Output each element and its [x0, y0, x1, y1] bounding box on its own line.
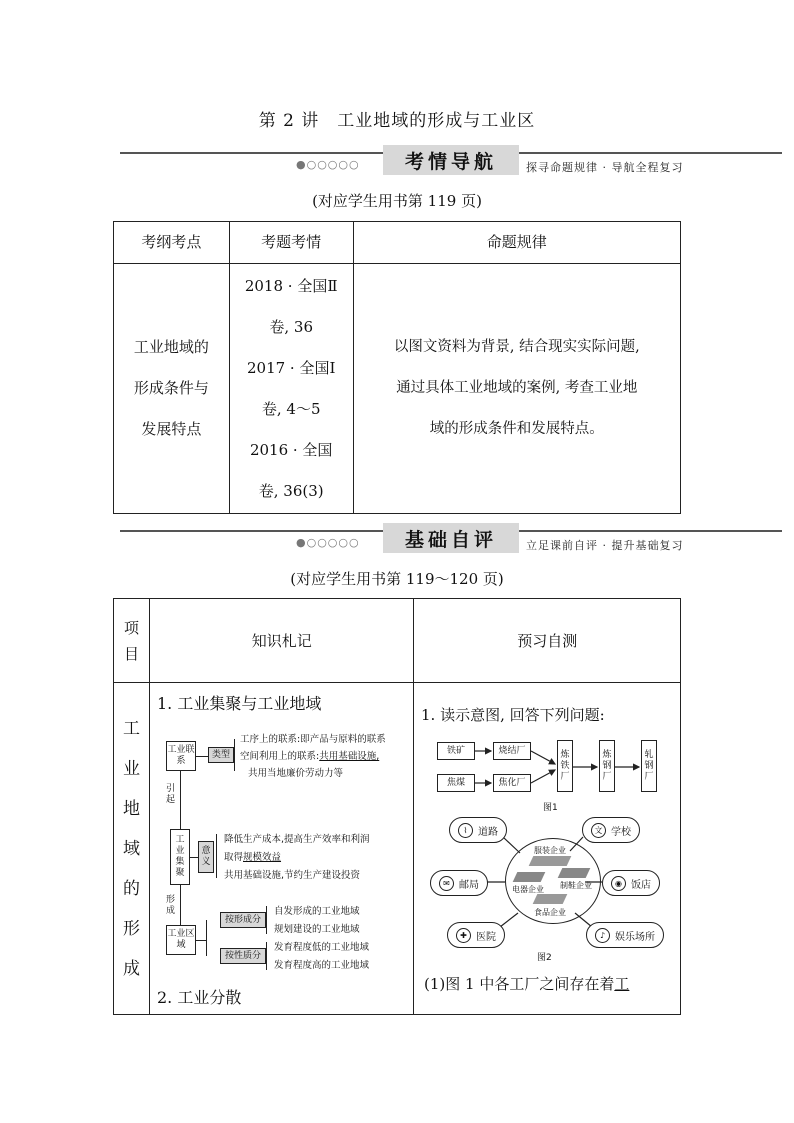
- box-ironworks: 炼铁厂: [557, 740, 573, 792]
- road-icon: ⌇: [458, 823, 473, 838]
- page-reference: (对应学生用书第 119～120 页): [290, 570, 504, 588]
- bracket: [234, 739, 235, 771]
- table-header: 知识札记: [149, 599, 414, 683]
- nature-item: 发育程度高的工业地域: [274, 960, 370, 971]
- type-item: 工序上的联系:即产品与原料的联系: [240, 734, 386, 745]
- box-coking-plant: 焦化厂: [493, 774, 531, 792]
- figure1-arrows: [420, 730, 670, 810]
- meaning-item: 取得规模效益: [224, 852, 282, 863]
- knowledge-heading: 1. 工业集聚与工业地域: [157, 694, 322, 713]
- band-dots: ●○○○○○: [296, 536, 360, 549]
- exam-guide-table: [113, 221, 681, 514]
- item-entertainment: ♪ 娱乐场所: [586, 922, 664, 948]
- post-icon: ✉: [439, 876, 454, 891]
- bracket: [206, 920, 207, 956]
- arrow-label-form: 形成: [166, 895, 176, 916]
- enterprise-label: 服装企业: [534, 846, 566, 855]
- preview-heading: 1. 读示意图, 回答下列问题:: [421, 706, 605, 724]
- section-banner-basic-review: 基础自评: [383, 523, 519, 553]
- hospital-icon: ✚: [456, 928, 471, 943]
- connector: [196, 940, 206, 941]
- page-title: 第 2 讲 工业地域的形成与工业区: [258, 111, 536, 131]
- meaning-item: 共用基础设施,节约生产建设投资: [224, 870, 361, 881]
- nature-item: 发育程度低的工业地域: [274, 942, 370, 953]
- figure2-label: 图2: [537, 953, 552, 963]
- table-header: 预习自测: [414, 599, 681, 683]
- item-post-office: ✉ 邮局: [430, 870, 488, 896]
- entertainment-icon: ♪: [595, 928, 610, 943]
- table-header: 项 目: [114, 599, 150, 683]
- row-label: 工 业 地 域 的 形 成: [114, 683, 150, 1015]
- connector: [196, 756, 208, 757]
- section-banner-exam-guide: 考情导航: [383, 145, 519, 175]
- band-subtitle: 立足课前自评 · 提升基础复习: [526, 539, 684, 552]
- bracket: [266, 942, 267, 970]
- item-hotel: ◉ 饭店: [602, 870, 660, 896]
- band-subtitle: 探寻命题规律 · 导航全程复习: [526, 161, 684, 174]
- table-header: 命题规律: [353, 222, 680, 264]
- box-meaning: 意义: [198, 841, 214, 873]
- arrow-line: [180, 885, 181, 925]
- school-icon: 文: [591, 823, 606, 838]
- preview-question: (1)图 1 中各工厂之间存在着工: [424, 975, 630, 993]
- connector: [190, 857, 198, 858]
- box-by-nature: 按性质分: [220, 948, 266, 964]
- table-header: 考题考情: [229, 222, 353, 264]
- bracket: [266, 906, 267, 934]
- box-industrial-cluster: 工业集聚: [170, 829, 190, 885]
- table-header: 考纲考点: [114, 222, 230, 264]
- box-industrial-link: 工业联系: [166, 741, 196, 771]
- figure1-label: 图1: [543, 803, 558, 813]
- item-school: 文 学校: [582, 817, 640, 843]
- box-type: 类型: [208, 747, 234, 763]
- table-cell-topic: 工业地域的 形成条件与 发展特点: [114, 264, 230, 514]
- table-cell-exams: 2018 · 全国Ⅱ 卷, 36 2017 · 全国Ⅰ 卷, 4～5 2016 · 全国 卷, 36(3): [229, 264, 353, 514]
- enterprise-label: 电器企业: [512, 885, 544, 894]
- form-item: 规划建设的工业地域: [274, 924, 360, 935]
- box-steelworks: 炼钢厂: [599, 740, 615, 792]
- box-iron-ore: 铁矿: [437, 742, 475, 760]
- knowledge-footer: 2. 工业分散: [157, 988, 242, 1007]
- arrow-label-cause: 引起: [166, 784, 176, 805]
- hotel-icon: ◉: [611, 876, 626, 891]
- enterprise-label: 制鞋企业: [560, 881, 592, 890]
- box-rolling-mill: 轧钢厂: [641, 740, 657, 792]
- type-item: 空间利用上的联系:共用基础设施,: [240, 751, 380, 762]
- box-coking-coal: 焦煤: [437, 774, 475, 792]
- meaning-item: 降低生产成本,提高生产效率和利润: [224, 834, 370, 845]
- box-sintering-plant: 烧结厂: [493, 742, 531, 760]
- box-industrial-region: 工业区域: [166, 925, 196, 955]
- band-dots: ●○○○○○: [296, 158, 360, 171]
- item-hospital: ✚ 医院: [447, 922, 505, 948]
- arrow-line: [180, 771, 181, 829]
- page-reference: (对应学生用书第 119 页): [312, 192, 482, 210]
- box-by-formation: 按形成分: [220, 912, 266, 928]
- bracket: [216, 834, 217, 878]
- table-cell-rules: 以图文资料为背景, 结合现实实际问题, 通过具体工业地域的案例, 考查工业地 域的形成条件和发展特点。: [353, 264, 680, 514]
- item-road: ⌇ 道路: [449, 817, 507, 843]
- form-item: 自发形成的工业地域: [274, 906, 360, 917]
- enterprise-label: 食品企业: [534, 908, 566, 917]
- type-item: 共用当地廉价劳动力等: [248, 768, 344, 779]
